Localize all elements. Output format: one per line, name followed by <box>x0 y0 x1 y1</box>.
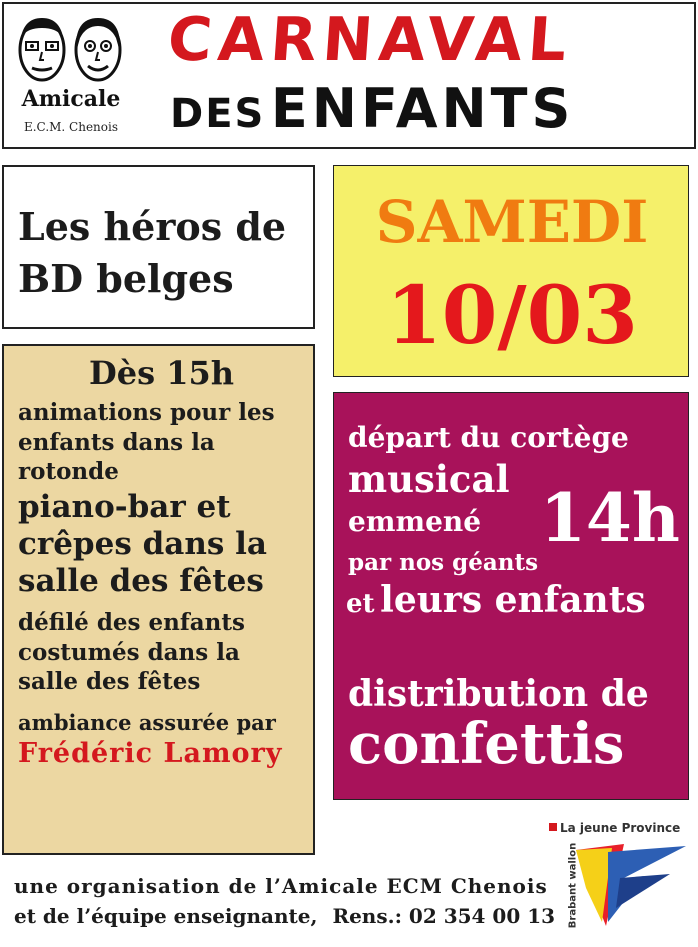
footer-organizer: une organisation de l’Amicale ECM Chenois <box>14 874 548 898</box>
date-number: 10/03 <box>386 268 638 362</box>
program-item-animations: animations pour les enfants dans la rotonde <box>18 399 275 486</box>
theme-line1: Les héros de <box>18 204 287 249</box>
title-enfants: ENFANTS <box>270 77 575 140</box>
parade-time: 14h <box>540 479 680 557</box>
parade-their-children: leurs enfants <box>380 579 646 621</box>
sponsor-name: La jeune Province <box>560 821 681 835</box>
date-day: SAMEDI <box>375 188 649 256</box>
parade-box <box>333 392 689 800</box>
footer-line2 <box>14 904 555 928</box>
parade-departure: départ du cortège <box>348 421 629 454</box>
parade-led: emmené <box>348 505 482 538</box>
parade-by-giants: par nos géants <box>348 549 539 576</box>
program-item-piano-bar: piano-bar et crêpes dans la salle des fêtes <box>18 488 267 600</box>
province-logo-icon <box>546 818 692 930</box>
parade-and: et <box>346 589 375 619</box>
poster-title-line2 <box>170 77 690 140</box>
program-ambience: ambiance assurée par <box>18 709 276 735</box>
parade-musical: musical <box>348 457 510 501</box>
parade-confetti: confettis <box>348 711 625 777</box>
program-item-parade: défilé des enfants costumés dans la salle des fêtes <box>18 609 245 696</box>
logo-name: Amicale <box>21 86 121 112</box>
program-performer: Frédéric Lamory <box>18 737 283 769</box>
parade-children <box>346 579 646 621</box>
theme-text <box>18 201 299 306</box>
poster-title-line1: CARNAVAL <box>165 5 575 75</box>
two-faces-icon <box>16 14 124 82</box>
sponsor-region: Brabant wallon <box>567 842 579 929</box>
footer-team: et de l’équipe enseignante, <box>14 904 318 928</box>
footer-contact: Rens.: 02 354 00 13 <box>332 904 556 928</box>
date-box <box>333 165 689 377</box>
theme-box <box>2 165 315 329</box>
program-box <box>2 344 315 855</box>
parade-distribution: distribution de <box>348 673 649 715</box>
logo-subtitle: E.C.M. Chenois <box>23 120 119 134</box>
title-des: DES <box>170 91 266 137</box>
program-start-time: Dès 15h <box>88 354 235 392</box>
theme-line2: BD belges <box>18 256 234 302</box>
